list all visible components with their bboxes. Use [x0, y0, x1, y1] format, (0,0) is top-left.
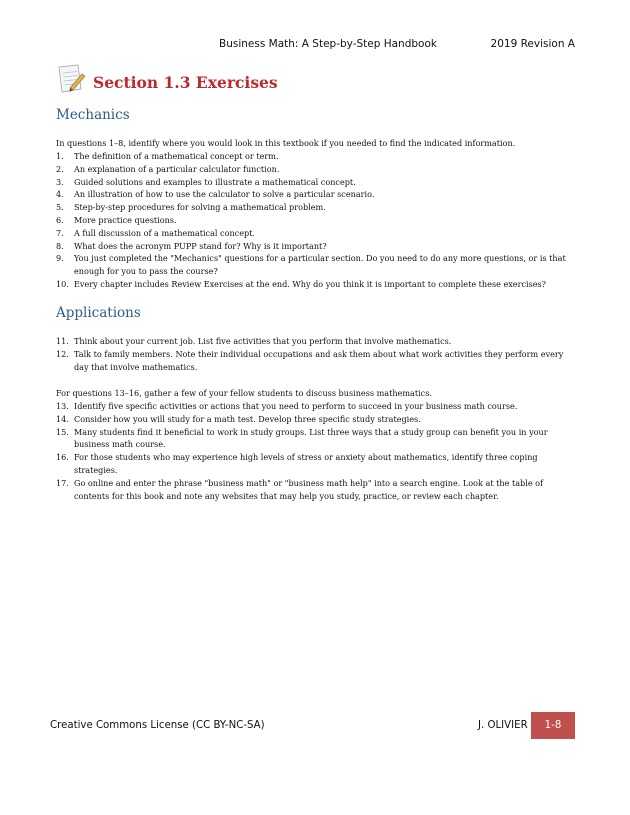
question-text: Guided solutions and examples to illustrate a mathematical concept. [74, 176, 356, 187]
question-text: Identify five specific activities or actions that you need to perform to succeed in your business math course. [74, 401, 518, 411]
question-text: An explanation of a particular calculator function. [74, 163, 280, 174]
question-text: A full discussion of a mathematical concept. [74, 227, 256, 238]
question-item [56, 477, 576, 503]
question-text: For those students who may experience high levels of stress or anxiety about mathematics, identify three coping strategies. [74, 452, 538, 475]
footer-license: Creative Commons License (CC BY-NC-SA) [50, 720, 265, 731]
question-text: Every chapter includes Review Exercises at the end. Why do you think it is important to complete these exercises? [74, 278, 547, 289]
question-item [56, 188, 576, 201]
question-number: 8. [56, 240, 64, 251]
question-text: Go online and enter the phrase "business math" or "business math help" into a search engine. Look at the table of contents for this book and note any websites that may help you study, practice, or review each chapter. [74, 477, 544, 501]
question-item [56, 413, 576, 426]
mechanics-intro: In questions 1–8, identify where you would look in this textbook if you needed to find the indicated information. [56, 138, 516, 148]
applications-intro: For questions 13–16, gather a few of your fellow students to discuss business mathematics. [56, 388, 432, 398]
question-item [56, 201, 576, 214]
applications-question-list-b [56, 400, 576, 502]
question-text: You just completed the "Mechanics" questions for a particular section. Do you need to do any more questions, or is that enough for you to pass the course? [74, 253, 566, 277]
question-item [56, 451, 576, 477]
question-number: 10. [56, 278, 69, 289]
question-item [56, 278, 576, 291]
question-text: More practice questions. [74, 214, 177, 225]
question-item [56, 163, 576, 176]
question-number: 2. [56, 163, 64, 174]
question-text: Think about your current job. List five activities that you perform that involve mathematics. [74, 336, 452, 346]
question-number: 5. [56, 202, 64, 213]
question-item [56, 150, 576, 163]
question-number: 6. [56, 214, 64, 225]
question-text: The definition of a mathematical concept or term. [74, 151, 279, 161]
question-item [56, 426, 576, 452]
header-revision: 2019 Revision A [490, 38, 575, 50]
question-number: 17. [56, 477, 69, 488]
question-item [56, 348, 576, 374]
question-number: 9. [56, 253, 64, 264]
section-title: Section 1.3 Exercises [93, 73, 278, 92]
question-text: An illustration of how to use the calculator to solve a particular scenario. [74, 189, 375, 200]
mechanics-question-list [56, 150, 576, 291]
footer-author: J. OLIVIER [478, 720, 528, 731]
question-number: 14. [56, 413, 69, 424]
mechanics-heading: Mechanics [56, 107, 130, 123]
question-number: 4. [56, 189, 64, 200]
notepad-pencil-icon [56, 63, 86, 95]
question-number: 3. [56, 176, 64, 187]
page-number-badge: 1-8 [531, 712, 575, 739]
question-text: Talk to family members. Note their individual occupations and ask them about what work activities they perform every day that involve mathematics. [74, 348, 564, 372]
question-item [56, 214, 576, 227]
question-number: 13. [56, 401, 69, 411]
question-item [56, 240, 576, 253]
question-number: 15. [56, 426, 69, 437]
question-text: Many students find it beneficial to work in study groups. List three ways that a study group can benefit you in your business math course. [74, 426, 548, 450]
question-item [56, 335, 576, 348]
question-number: 12. [56, 348, 69, 359]
applications-heading: Applications [56, 305, 141, 321]
question-item [56, 400, 576, 413]
question-number: 11. [56, 336, 69, 346]
question-item [56, 227, 576, 240]
question-text: What does the acronym PUPP stand for? Why is it important? [74, 240, 327, 251]
header-book-title: Business Math: A Step-by-Step Handbook [219, 38, 437, 50]
question-number: 7. [56, 227, 64, 238]
applications-question-list-a [56, 335, 576, 373]
question-text: Consider how you will study for a math test. Develop three specific study strategies. [74, 413, 421, 424]
question-number: 1. [56, 151, 64, 161]
question-item [56, 252, 576, 278]
question-text: Step-by-step procedures for solving a mathematical problem. [74, 202, 326, 213]
question-number: 16. [56, 452, 69, 463]
question-item [56, 176, 576, 189]
